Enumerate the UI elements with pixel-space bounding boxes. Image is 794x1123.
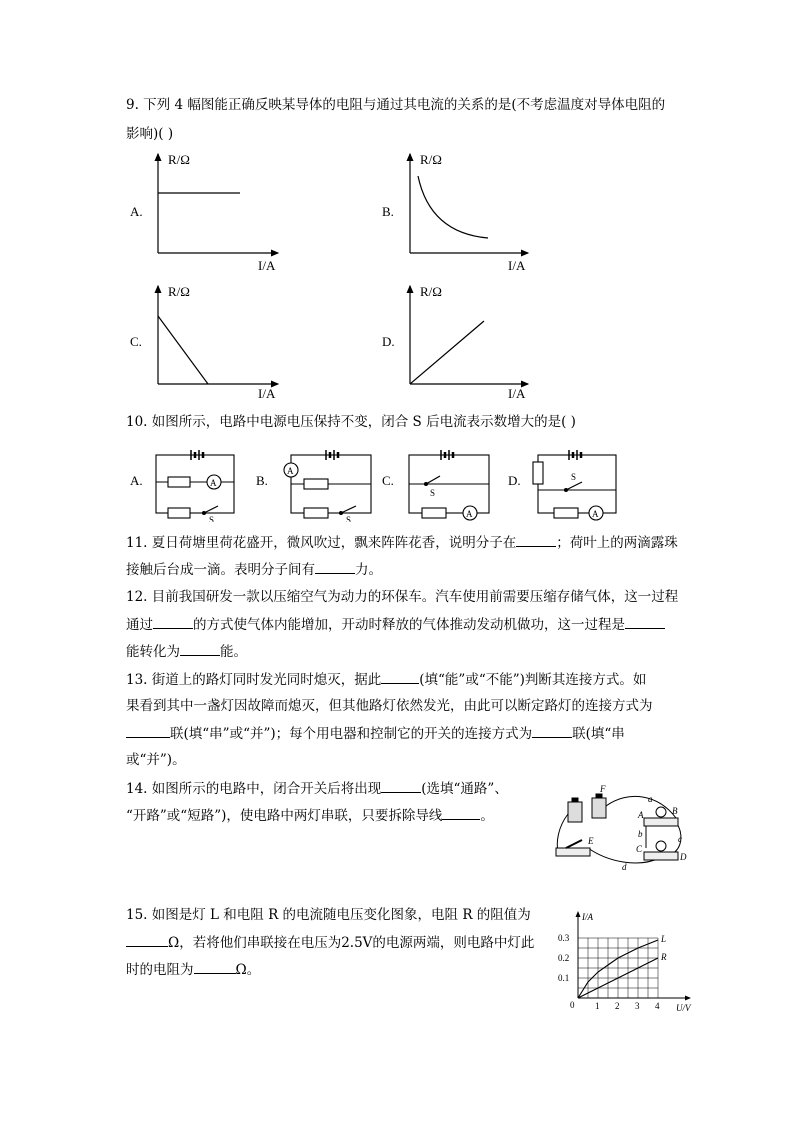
q9-option-a-yaxis: R/Ω bbox=[168, 152, 190, 167]
q15-xlabel: U/V bbox=[676, 1003, 691, 1013]
q10-d-ammeter-label: A bbox=[592, 509, 599, 519]
q14-label-a: a bbox=[648, 794, 653, 804]
q15-line3-part1: 时的电阻为 bbox=[126, 962, 194, 978]
q12-line2 bbox=[126, 614, 665, 635]
q11-blank-2[interactable] bbox=[315, 559, 355, 574]
q14-blank-1[interactable] bbox=[381, 778, 421, 793]
q15-origin: 0 bbox=[570, 1000, 575, 1010]
q13-line2: 果看到其中一盏灯因故障而熄灭，但其他路灯依然发光，由此可以断定路灯的连接方式为 bbox=[126, 698, 653, 714]
q11-line1-part2: ；荷叶上的两滴露珠 bbox=[556, 535, 678, 551]
q12-blank-2[interactable] bbox=[625, 614, 665, 629]
q12-blank-3[interactable] bbox=[180, 641, 220, 656]
q9-option-c-yaxis: R/Ω bbox=[168, 284, 190, 299]
q15-blank-2[interactable] bbox=[194, 959, 236, 974]
q11-line2 bbox=[126, 559, 382, 580]
q13-line1-part2: (填“能”或“不能”)判断其连接方式。如 bbox=[419, 672, 647, 688]
q10-stem: 10. 如图所示，电路中电源电压保持不变，闭合 S 后电流表示数增大的是( ) bbox=[126, 414, 576, 430]
q15-iu-chart bbox=[556, 908, 696, 1016]
q10-option-b-circuit bbox=[256, 450, 371, 522]
q12-line2-part1: 通过 bbox=[126, 617, 153, 633]
q15-line3 bbox=[126, 959, 260, 980]
q14-label-C: C bbox=[636, 844, 643, 854]
q9-option-c-graph bbox=[130, 284, 278, 398]
q15-ylabel: I/A bbox=[582, 912, 593, 922]
q14-label-A: A bbox=[638, 810, 644, 820]
q13-blank-3[interactable] bbox=[532, 723, 572, 738]
q15-line3-part2: Ω。 bbox=[235, 962, 261, 978]
q9-option-d-label: D. bbox=[382, 334, 395, 349]
q13-line3-part1: 联(填“串”或“并”)；每个用电器和控制它的开关的连接方式为 bbox=[170, 726, 533, 742]
q13-line1-part1: 13. 街道上的路灯同时发光同时熄灭，据此 bbox=[126, 672, 382, 688]
q14-label-b: b bbox=[638, 829, 643, 839]
q14-line1-part1: 14. 如图所示的电路中，闭合开关后将出现 bbox=[126, 781, 382, 797]
q11-line1-part1: 11. 夏日荷塘里荷花盛开，微风吹过，飘来阵阵花香，说明分子在 bbox=[126, 535, 517, 551]
q15-blank-1[interactable] bbox=[126, 932, 168, 947]
q10-b-ammeter-label: A bbox=[287, 466, 294, 476]
q15-series-label-R: R bbox=[661, 952, 667, 962]
q13-line3-part2: 联(填“串 bbox=[572, 726, 625, 742]
q10-option-a-label: A. bbox=[130, 473, 143, 488]
q14-switch bbox=[556, 848, 590, 856]
q14-label-switch: E bbox=[588, 836, 594, 846]
q14-label-D: D bbox=[680, 852, 687, 862]
q9-c-decreasing-line bbox=[158, 316, 208, 384]
q10-option-b-label: B. bbox=[256, 473, 268, 488]
q15-x-tick-label: 4 bbox=[655, 1001, 660, 1011]
q13-line3 bbox=[126, 723, 625, 744]
q9-option-b-xaxis: I/A bbox=[508, 258, 526, 273]
q9-option-b-label: B. bbox=[382, 204, 394, 219]
q9-option-d-xaxis: I/A bbox=[508, 386, 526, 398]
q15-y-tick-label: 0.3 bbox=[558, 933, 570, 943]
q10-c-ammeter-label: A bbox=[466, 509, 473, 519]
q14-line2-part1: “开路”或“短路”)，使电路中两灯串联，只要拆除导线 bbox=[126, 808, 443, 824]
q12-line2-part2: 的方式使气体内能增加，开动时释放的气体推动发动机做功，这一过程是 bbox=[193, 617, 625, 633]
q14-label-c: c bbox=[678, 834, 682, 844]
q9-graphs bbox=[120, 148, 540, 398]
q13-blank-2[interactable] bbox=[126, 723, 170, 738]
q10-a-switch-label: S bbox=[209, 515, 215, 522]
q14-line2-part2: 。 bbox=[480, 808, 494, 824]
q9-stem-line1: 9. 下列 4 幅图能正确反映某导体的电阻与通过其电流的关系的是(不考虑温度对导体电阻的 bbox=[126, 97, 666, 113]
q14-line1 bbox=[126, 778, 508, 799]
q12-line3-part1: 能转化为 bbox=[126, 644, 180, 660]
q15-y-tick-label: 0.2 bbox=[558, 953, 570, 963]
q15-grid bbox=[578, 938, 658, 998]
q14-blank-2[interactable] bbox=[442, 805, 480, 820]
q15-y-tick-label: 0.1 bbox=[558, 973, 570, 983]
q9-option-b-graph bbox=[382, 152, 528, 273]
q14-label-B: B bbox=[672, 806, 678, 816]
q10-option-c-circuit bbox=[382, 450, 489, 520]
q12-blank-1[interactable] bbox=[153, 614, 193, 629]
q9-option-c-xaxis: I/A bbox=[258, 386, 276, 398]
q14-label-d: d bbox=[622, 862, 627, 872]
q13-line1 bbox=[126, 669, 646, 690]
q9-option-a-label: A. bbox=[130, 204, 143, 219]
q9-option-a-graph bbox=[130, 152, 278, 273]
q15-x-tick-label: 2 bbox=[615, 1001, 620, 1011]
q9-option-d-yaxis: R/Ω bbox=[420, 284, 442, 299]
q9-option-b-yaxis: R/Ω bbox=[420, 152, 442, 167]
q10-a-ammeter-label: A bbox=[210, 478, 217, 488]
q9-option-c-label: C. bbox=[130, 334, 142, 349]
q11-line2-part2: 力。 bbox=[355, 562, 382, 578]
q9-stem-line2: 影响)( ) bbox=[126, 126, 174, 142]
q13-line4: 或“并”)。 bbox=[126, 752, 186, 768]
q14-battery-1 bbox=[568, 802, 582, 822]
q14-circuit-figure bbox=[548, 782, 698, 877]
q11-line1 bbox=[126, 532, 678, 553]
q15-line2 bbox=[126, 932, 534, 953]
q14-line1-part2: (选填“通路”、 bbox=[421, 781, 508, 797]
q10-option-d-circuit bbox=[508, 450, 616, 520]
q15-line1: 15. 如图是灯 L 和电阻 R 的电流随电压变化图象，电阻 R 的阻值为 bbox=[126, 907, 531, 923]
q9-d-increasing-line bbox=[410, 321, 484, 384]
q10-option-c-label: C. bbox=[382, 473, 394, 488]
q9-option-d-graph bbox=[382, 284, 528, 398]
q12-line3 bbox=[126, 641, 247, 662]
q10-option-d-label: D. bbox=[508, 473, 521, 488]
q14-label-battery: F bbox=[600, 784, 606, 794]
q9-option-a-xaxis: I/A bbox=[258, 258, 276, 273]
q10-c-switch-label: S bbox=[430, 488, 436, 498]
q10-circuits bbox=[126, 440, 626, 522]
q11-blank-1[interactable] bbox=[516, 532, 556, 547]
q13-blank-1[interactable] bbox=[381, 669, 419, 684]
q10-b-switch-label: S bbox=[346, 515, 352, 522]
q12-line3-part2: 能。 bbox=[220, 644, 247, 660]
q9-b-decreasing-curve bbox=[418, 176, 488, 238]
q12-line1: 12. 目前我国研发一款以压缩空气为动力的环保车。汽车使用前需要压缩存储气体，这一过程 bbox=[126, 589, 679, 605]
q10-option-a-circuit bbox=[130, 450, 234, 522]
q15-line2-part1: Ω，若将他们串联接在电压为2.5V的电源两端，则电路中灯此 bbox=[168, 935, 535, 951]
q14-line2 bbox=[126, 805, 494, 826]
q10-d-switch-label: S bbox=[571, 472, 577, 482]
q14-battery-2 bbox=[592, 798, 606, 818]
q15-series-label-L: L bbox=[661, 934, 667, 944]
q11-line2-part1: 接触后台成一滴。表明分子间有 bbox=[126, 562, 315, 578]
q15-x-tick-label: 1 bbox=[595, 1001, 600, 1011]
q15-x-tick-label: 3 bbox=[635, 1001, 640, 1011]
